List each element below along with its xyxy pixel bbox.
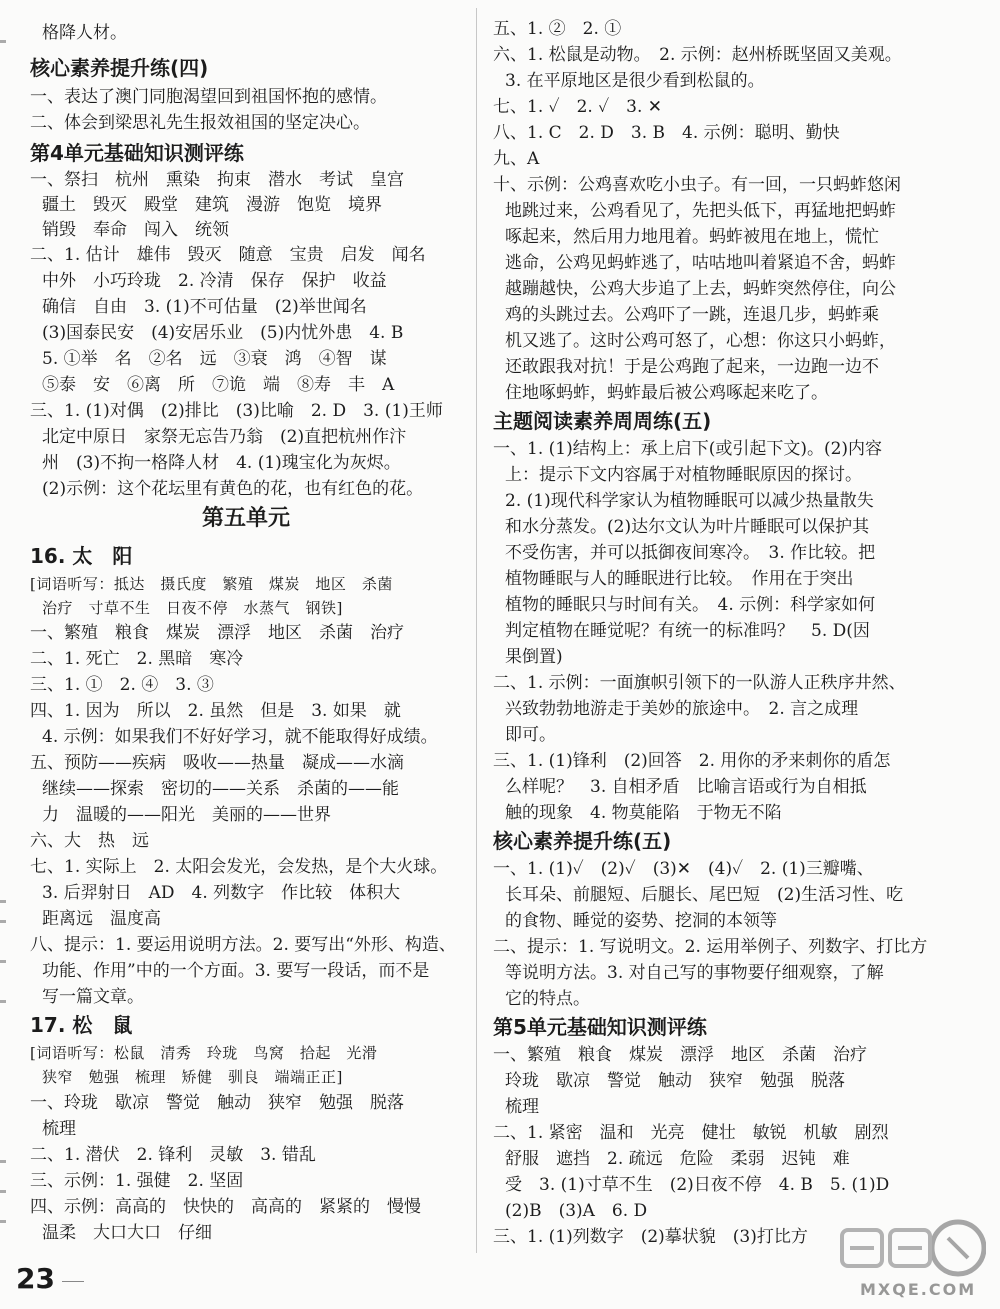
answer-line: 七、1. 实际上 2. 太阳会发光，会发热，是个大火球。: [30, 857, 448, 877]
answer-line: 等说明方法。3. 对自己写的事物要仔细观察，了解: [505, 963, 884, 983]
section-heading: 核心素养提升练(五): [493, 829, 672, 853]
answer-line: 一、表达了澳门同胞渴望回到祖国怀抱的感情。: [30, 87, 387, 107]
answer-line: 还敢跟我对抗！于是公鸡跑了起来，一边跑一边不: [505, 357, 879, 377]
answer-line: ⑤泰 安 ⑥离 所 ⑦诡 端 ⑧寿 丰 A: [42, 375, 395, 395]
answer-line: 地跳过来，公鸡看见了，先把头低下，再猛地把蚂蚱: [505, 201, 896, 221]
answer-line: 二、1. 紧密 温和 光亮 健壮 敏锐 机敏 剧烈: [493, 1123, 889, 1143]
answer-line: 一、繁殖 粮食 煤炭 漂浮 地区 杀菌 治疗: [30, 623, 404, 643]
answer-line: 六、大 热 远: [30, 831, 149, 851]
answer-line: 确信 自由 3. (1)不可估量 (2)举世闻名: [42, 297, 367, 317]
answer-line: 七、1. ✓ 2. ✓ 3. ✕: [493, 97, 663, 117]
answer-line: 啄起来，然后用力地甩着。蚂蚱被甩在地上，慌忙: [505, 227, 879, 247]
answer-line: 九、A: [493, 149, 540, 169]
answer-line: 梳理: [505, 1097, 539, 1117]
answer-line: 玲珑 歇凉 警觉 触动 狭窄 勉强 脱落: [505, 1071, 845, 1091]
lesson-title: 16. 太 阳: [30, 544, 133, 568]
page-number: 23: [16, 1262, 55, 1295]
answer-line: 的食物、睡觉的姿势、挖洞的本领等: [505, 911, 777, 931]
answer-line: 3. 在平原地区是很少看到松鼠的。: [505, 71, 765, 91]
answer-line: 格降人材。: [42, 23, 127, 43]
answer-line: 温柔 大口大口 仔细: [42, 1223, 212, 1243]
answer-line: 一、祭扫 杭州 熏染 拘束 潜水 考试 皇宫: [30, 170, 404, 190]
answer-line: 受 3. (1)寸草不生 (2)日夜不停 4. B 5. (1)D: [505, 1175, 890, 1195]
answer-line: 四、示例：高高的 快快的 高高的 紧紧的 慢慢: [30, 1197, 421, 1217]
answer-line: 机又逃了。这时公鸡可怒了，心想：你这只小蚂蚱，: [505, 331, 896, 351]
answer-line: 4. 示例：如果我们不好好学习，就不能取得好成绩。: [42, 727, 438, 747]
answer-line: 二、体会到梁思礼先生报效祖国的坚定决心。: [30, 113, 370, 133]
answer-line: 北定中原日 家祭无忘告乃翁 (2)直把杭州作汴: [42, 427, 407, 447]
answer-line: 判定植物在睡觉呢？有统一的标准吗？ 5. D(因: [505, 621, 870, 641]
answer-line: 十、示例：公鸡喜欢吃小虫子。有一回，一只蚂蚱悠闲: [493, 175, 901, 195]
answer-line: 越蹦越快，公鸡大步追了上去，蚂蚱突然停住，向公: [505, 279, 896, 299]
answer-line: 二、1. 死亡 2. 黑暗 寒冷: [30, 649, 244, 669]
answer-line: 写一篇文章。: [42, 987, 144, 1007]
answer-line: (2)示例：这个花坛里有黄色的花，也有红色的花。: [42, 479, 424, 499]
answer-line: 三、1. (1)对偶 (2)排比 (3)比喻 2. D 3. (1)王师: [30, 401, 443, 421]
answer-line: 2. (1)现代科学家认为植物睡眠可以减少热量散失: [505, 491, 874, 511]
answer-line: 距离远 温度高: [42, 909, 161, 929]
answer-line: 三、示例：1. 强健 2. 坚固: [30, 1171, 244, 1191]
answer-line: 植物的睡眠只与时间有关。 4. 示例：科学家如何: [505, 595, 876, 615]
dictation-line: [词语听写：抵达 摄氏度 繁殖 煤炭 地区 杀菌: [30, 575, 393, 593]
section-heading: 核心素养提升练(四): [30, 56, 209, 80]
answer-line: 州 (3)不拘一格降人材 4. (1)瑰宝化为灰烬。: [42, 453, 401, 473]
answer-line: 继续——探索 密切的——关系 杀菌的——能: [42, 779, 399, 799]
answer-line: 三、1. (1)列数字 (2)摹状貌 (3)打比方: [493, 1227, 808, 1247]
watermark-logo: [836, 1216, 986, 1298]
answer-line: 二、1. 潜伏 2. 锋利 灵敏 3. 错乱: [30, 1145, 316, 1165]
watermark-url: MXQE.COM: [860, 1280, 977, 1299]
answer-line: 销毁 奉命 闯入 统领: [42, 220, 229, 240]
answer-line: 五、1. ② 2. ①: [493, 19, 622, 39]
answer-line: 二、1. 示例：一面旗帜引领下的一队游人正秩序井然、: [493, 673, 906, 693]
answer-line: 五、预防——疾病 吸收——热量 凝成——水滴: [30, 753, 404, 773]
answer-line: 三、1. (1)锋利 (2)回答 2. 用你的矛来刺你的盾怎: [493, 751, 891, 771]
answer-line: 鸡的头跳过去。公鸡吓了一跳，连退几步，蚂蚱乘: [505, 305, 879, 325]
answer-line: 一、1. (1)结构上：承上启下(或引起下文)。(2)内容: [493, 439, 883, 459]
answer-line: 植物睡眠与人的睡眠进行比较。 作用在于突出: [505, 569, 854, 589]
answer-line: (2)B (3)A 6. D: [505, 1201, 648, 1221]
answer-line: 舒服 遮挡 2. 疏远 危险 柔弱 迟钝 难: [505, 1149, 850, 1169]
answer-line: 八、提示：1. 要运用说明方法。2. 要写出“外形、构造、: [30, 935, 456, 955]
answer-line: 功能、作用”中的一个方面。3. 要写一段话，而不是: [42, 961, 430, 981]
answer-line: 触的现象 4. 物莫能陷 于物无不陷: [505, 803, 782, 823]
answer-line: 即可。: [505, 725, 556, 745]
answer-line: 力 温暖的——阳光 美丽的——世界: [42, 805, 331, 825]
unit-title: 第五单元: [201, 506, 290, 531]
answer-line: 梳理: [42, 1119, 76, 1139]
answer-line: 三、1. ① 2. ④ 3. ③: [30, 675, 214, 695]
answer-line: 果倒置): [505, 647, 563, 667]
footer-rule: [62, 1281, 84, 1282]
section-heading: 第5单元基础知识测评练: [493, 1015, 707, 1039]
lesson-title: 17. 松 鼠: [30, 1013, 133, 1037]
dictation-line: [词语听写：松鼠 清秀 玲珑 鸟窝 拾起 光滑: [30, 1044, 378, 1062]
section-heading: 第4单元基础知识测评练: [30, 141, 244, 165]
answer-line: 二、提示：1. 写说明文。2. 运用举例子、列数字、打比方: [493, 937, 928, 957]
binding-edge: [0, 40, 8, 1240]
answer-line: 六、1. 松鼠是动物。 2. 示例：赵州桥既坚固又美观。: [493, 45, 902, 65]
answer-line: 兴致勃勃地游走于美妙的旅途中。 2. 言之成理: [505, 699, 859, 719]
answer-line: 和水分蒸发。(2)达尔文认为叶片睡眠可以保护其: [505, 517, 870, 537]
watermark-logo-icon: [836, 1216, 986, 1280]
answer-line: 一、繁殖 粮食 煤炭 漂浮 地区 杀菌 治疗: [493, 1045, 867, 1065]
answer-line: 一、玲珑 歇凉 警觉 触动 狭窄 勉强 脱落: [30, 1093, 404, 1113]
answer-line: 长耳朵、前腿短、后腿长、尾巴短 (2)生活习性、吃: [505, 885, 904, 905]
answer-line: 不受伤害，并可以抵御夜间寒冷。 3. 作比较。把: [505, 543, 876, 563]
answer-line: 八、1. C 2. D 3. B 4. 示例：聪明、勤快: [493, 123, 840, 143]
dictation-line: 狭窄 勉强 梳理 矫健 驯良 端端正正]: [42, 1068, 343, 1086]
dictation-line: 治疗 寸草不生 日夜不停 水蒸气 钢铁]: [42, 599, 343, 617]
answer-line: 它的特点。: [505, 989, 590, 1009]
column-divider: [476, 8, 477, 1253]
answer-line: 疆土 毁灭 殿堂 建筑 漫游 饱览 境界: [42, 195, 382, 215]
answer-line: 四、1. 因为 所以 2. 虽然 但是 3. 如果 就: [30, 701, 401, 721]
answer-line: 上：提示下文内容属于对植物睡眠原因的探讨。: [505, 465, 862, 485]
answer-line: 一、1. (1)✓ (2)✓ (3)✕ (4)✓ 2. (1)三瓣嘴、: [493, 859, 874, 879]
section-heading: 主题阅读素养周周练(五): [493, 409, 712, 433]
answer-line: 3. 后羿射日 AD 4. 列数字 作比较 体积大: [42, 883, 401, 903]
answer-line: (3)国泰民安 (4)安居乐业 (5)内忧外患 4. B: [42, 323, 404, 343]
answer-line: 5. ①举 名 ②名 远 ③衰 鸿 ④智 谋: [42, 349, 387, 369]
answer-line: 逃命，公鸡见蚂蚱逃了，咕咕地叫着紧追不舍，蚂蚱: [505, 253, 896, 273]
answer-line: 住地啄蚂蚱，蚂蚱最后被公鸡啄起来吃了。: [505, 383, 828, 403]
answer-line: 二、1. 估计 雄伟 毁灭 随意 宝贵 启发 闻名: [30, 245, 426, 265]
answer-line: 么样呢？ 3. 自相矛盾 比喻言语或行为自相抵: [505, 777, 867, 797]
answer-line: 中外 小巧玲珑 2. 冷清 保存 保护 收益: [42, 271, 387, 291]
